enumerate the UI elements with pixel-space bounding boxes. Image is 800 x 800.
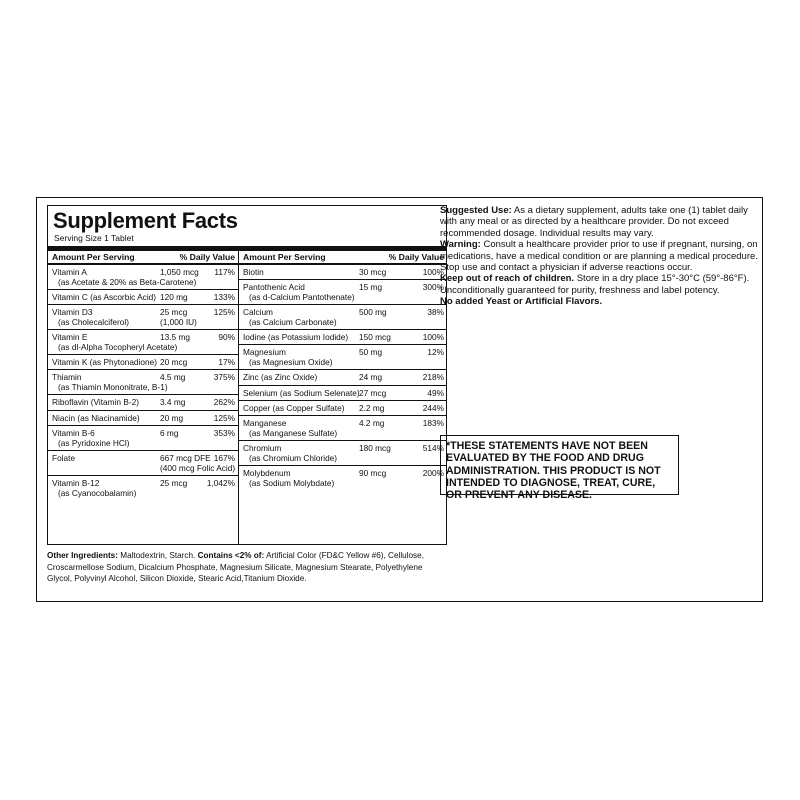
nutrient-daily-value: 200% xyxy=(422,467,444,478)
nutrient-name: Vitamin K (as Phytonadione) xyxy=(52,357,157,368)
nutrient-daily-value: 17% xyxy=(218,357,235,368)
amount-header: Amount Per Serving xyxy=(52,252,135,262)
nutrient-daily-value: 125% xyxy=(213,412,235,423)
nutrient-source: (as Cholecalciferol) xyxy=(58,317,130,328)
daily-value-header: % Daily Value xyxy=(179,252,235,262)
nutrient-daily-value: 100% xyxy=(422,332,444,343)
no-added xyxy=(440,296,758,307)
supplement-facts-panel xyxy=(47,205,447,545)
nutrient-amount: 50 mg xyxy=(359,347,383,358)
nutrient-amount: 4.5 mg xyxy=(160,372,186,383)
warning-label: Warning: xyxy=(440,239,481,251)
nutrient-row xyxy=(239,265,447,280)
left-rows xyxy=(48,265,238,500)
nutrient-name: Zinc (as Zinc Oxide) xyxy=(243,372,318,383)
daily-value-header: % Daily Value xyxy=(388,252,444,262)
nutrient-name: Vitamin B-12 xyxy=(52,477,100,488)
nutrient-daily-value: 38% xyxy=(427,307,444,318)
nutrient-row xyxy=(48,395,238,410)
nutrient-amount: 20 mg xyxy=(160,412,184,423)
nutrient-row xyxy=(48,476,238,500)
serving-size: Serving Size 1 Tablet xyxy=(54,233,134,243)
nutrient-row xyxy=(48,411,238,426)
nutrient-name: Vitamin B-6 xyxy=(52,427,95,438)
nutrient-row xyxy=(48,330,238,355)
nutrient-name: Riboflavin (Vitamin B-2) xyxy=(52,397,139,408)
nutrient-daily-value: 167% xyxy=(213,452,235,463)
nutrient-amount: 25 mcg xyxy=(160,477,188,488)
nutrient-source: (as Cyanocobalamin) xyxy=(58,487,137,498)
keep-out-label: Keep out of reach of children. xyxy=(440,273,575,285)
right-rows xyxy=(239,265,447,490)
fda-disclaimer: *THESE STATEMENTS HAVE NOT BEEN EVALUATED BY THE FOOD AND DRUG ADMINISTRATION. THIS PRODUCT IS NOT INTENDED TO DIAGNOSE, TREAT, CURE, OR PREVENT ANY DISEASE. xyxy=(440,435,679,495)
nutrient-amount: 25 mcg xyxy=(160,307,188,318)
nutrient-amount: 24 mg xyxy=(359,372,383,383)
nutrient-name: Pantothenic Acid xyxy=(243,282,305,293)
nutrient-row xyxy=(239,386,447,401)
nutrient-name: Magnesium xyxy=(243,347,286,358)
nutrient-name: Chromium xyxy=(243,442,282,453)
nutrient-amount-secondary: (1,000 IU) xyxy=(160,317,197,328)
nutrient-row xyxy=(239,330,447,345)
nutrient-name: Manganese xyxy=(243,417,287,428)
nutrient-amount: 90 mcg xyxy=(359,467,387,478)
nutrient-daily-value: 244% xyxy=(422,402,444,413)
nutrient-name: Vitamin D3 xyxy=(52,307,93,318)
nutrient-daily-value: 12% xyxy=(427,347,444,358)
nutrient-source: (as Thiamin Mononitrate, B-1) xyxy=(58,382,168,393)
nutrient-source: (as Magnesium Oxide) xyxy=(249,357,333,368)
warning xyxy=(440,239,758,273)
nutrient-daily-value: 353% xyxy=(213,427,235,438)
nutrient-amount: 180 mcg xyxy=(359,442,391,453)
suggested-use-label: Suggested Use: xyxy=(440,205,512,216)
contains-label: Contains <2% of: xyxy=(197,551,265,560)
storage-text: Store in a dry place 15°-30°C (59°-86°F). Unconditionally guaranteed for purity, freshness and label potency. xyxy=(440,273,750,296)
nutrient-amount: 15 mg xyxy=(359,282,383,293)
nutrient-source: (as dl-Alpha Tocopheryl Acetate) xyxy=(58,342,178,353)
nutrient-amount: 27 mcg xyxy=(359,387,387,398)
nutrient-row xyxy=(239,416,447,441)
column-header xyxy=(48,251,238,265)
nutrient-row xyxy=(48,290,238,305)
nutrient-daily-value: 262% xyxy=(213,397,235,408)
facts-column-right xyxy=(238,251,447,544)
no-added-text: No added Yeast or Artificial Flavors. xyxy=(440,296,603,308)
nutrient-daily-value: 125% xyxy=(213,307,235,318)
nutrient-daily-value: 49% xyxy=(427,387,444,398)
nutrient-name: Calcium xyxy=(243,307,273,318)
nutrient-row xyxy=(239,466,447,490)
nutrient-source: (as d-Calcium Pantothenate) xyxy=(249,292,355,303)
nutrient-row xyxy=(239,370,447,385)
facts-column-left xyxy=(48,251,238,544)
nutrient-source: (as Manganese Sulfate) xyxy=(249,427,338,438)
nutrient-daily-value: 218% xyxy=(422,372,444,383)
nutrient-source: (as Acetate & 20% as Beta-Carotene) xyxy=(58,277,197,287)
nutrient-amount: 6 mg xyxy=(160,427,179,438)
nutrient-name: Vitamin C (as Ascorbic Acid) xyxy=(52,292,157,302)
nutrient-daily-value: 514% xyxy=(422,442,444,453)
nutrient-amount-secondary: (400 mcg Folic Acid) xyxy=(160,462,236,473)
suggested-use-text: As a dietary supplement, adults take one (1) tablet daily with any meal or as directed by a healthcare provider. Do not exceed recommended dosage. Individual results may vary. xyxy=(440,205,748,239)
other-ingredients-label: Other Ingredients: xyxy=(47,551,118,560)
nutrient-amount: 1,050 mcg xyxy=(160,267,199,277)
nutrient-row xyxy=(239,441,447,466)
nutrient-amount: 667 mcg DFE xyxy=(160,452,211,463)
nutrient-daily-value: 133% xyxy=(213,292,235,302)
nutrient-daily-value: 1,042% xyxy=(206,477,235,488)
other-ingredients xyxy=(47,550,447,585)
directions-block xyxy=(440,205,758,308)
nutrient-name: Molybdenum xyxy=(243,467,291,478)
other-ingredients-text2: Artificial Color (FD&C Yellow #6), Cellulose, Croscarmellose Sodium, Dicalcium Phosphate, Magnesium Silicate, Magnesium Stearate, Polyethylene Glycol, Polyvinyl Alcohol, Silicon Dioxide, Stearic Acid,Titanium Dioxide. xyxy=(47,551,424,583)
nutrient-name: Copper (as Copper Sulfate) xyxy=(243,402,345,413)
nutrient-source: (as Calcium Carbonate) xyxy=(249,317,337,328)
nutrient-name: Selenium (as Sodium Selenate) xyxy=(243,387,360,398)
nutrient-source: (as Pyridoxine HCl) xyxy=(58,437,130,448)
nutrient-row xyxy=(239,345,447,370)
nutrient-daily-value: 183% xyxy=(422,417,444,428)
nutrient-daily-value: 300% xyxy=(422,282,444,293)
nutrient-amount: 4.2 mg xyxy=(359,417,385,428)
nutrient-amount: 13.5 mg xyxy=(160,332,190,343)
nutrient-amount: 500 mg xyxy=(359,307,387,318)
nutrient-row xyxy=(48,355,238,370)
nutrient-name: Iodine (as Potassium Iodide) xyxy=(243,332,349,343)
nutrient-amount: 150 mcg xyxy=(359,332,391,343)
nutrient-daily-value: 100% xyxy=(422,267,444,277)
nutrient-daily-value: 117% xyxy=(214,267,235,277)
storage xyxy=(440,273,758,296)
nutrient-name: Folate xyxy=(52,452,76,463)
nutrient-name: Thiamin xyxy=(52,372,82,383)
nutrient-daily-value: 90% xyxy=(218,332,235,343)
supplement-label xyxy=(36,197,763,602)
nutrient-amount: 120 mg xyxy=(160,292,188,302)
nutrient-amount: 30 mcg xyxy=(359,267,387,277)
nutrient-row xyxy=(48,265,238,290)
warning-text: Consult a healthcare provider prior to use if pregnant, nursing, on medications, have a medical condition or are planning a medical procedure. Stop use and contact a physician if adverse reactions occur. xyxy=(440,239,758,274)
nutrient-name: Biotin xyxy=(243,267,264,277)
facts-title: Supplement Facts xyxy=(53,208,238,233)
nutrient-amount: 20 mcg xyxy=(160,357,188,368)
suggested-use xyxy=(440,205,758,239)
nutrient-name: Vitamin E xyxy=(52,332,88,343)
nutrient-source: (as Chromium Chloride) xyxy=(249,452,338,463)
nutrient-row xyxy=(239,280,447,305)
nutrient-daily-value: 375% xyxy=(213,372,235,383)
amount-header: Amount Per Serving xyxy=(243,252,326,262)
nutrient-row xyxy=(239,401,447,416)
nutrient-row xyxy=(48,451,238,476)
nutrient-amount: 2.2 mg xyxy=(359,402,385,413)
nutrient-row xyxy=(48,370,238,395)
nutrient-row xyxy=(239,305,447,330)
nutrient-amount: 3.4 mg xyxy=(160,397,186,408)
nutrient-source: (as Sodium Molybdate) xyxy=(249,477,335,488)
nutrient-row xyxy=(48,426,238,451)
nutrient-row xyxy=(48,305,238,330)
nutrient-name: Niacin (as Niacinamide) xyxy=(52,412,140,423)
column-header xyxy=(239,251,447,265)
nutrient-name: Vitamin A xyxy=(52,267,87,277)
other-ingredients-text1: Maltodextrin, Starch. xyxy=(117,551,198,560)
